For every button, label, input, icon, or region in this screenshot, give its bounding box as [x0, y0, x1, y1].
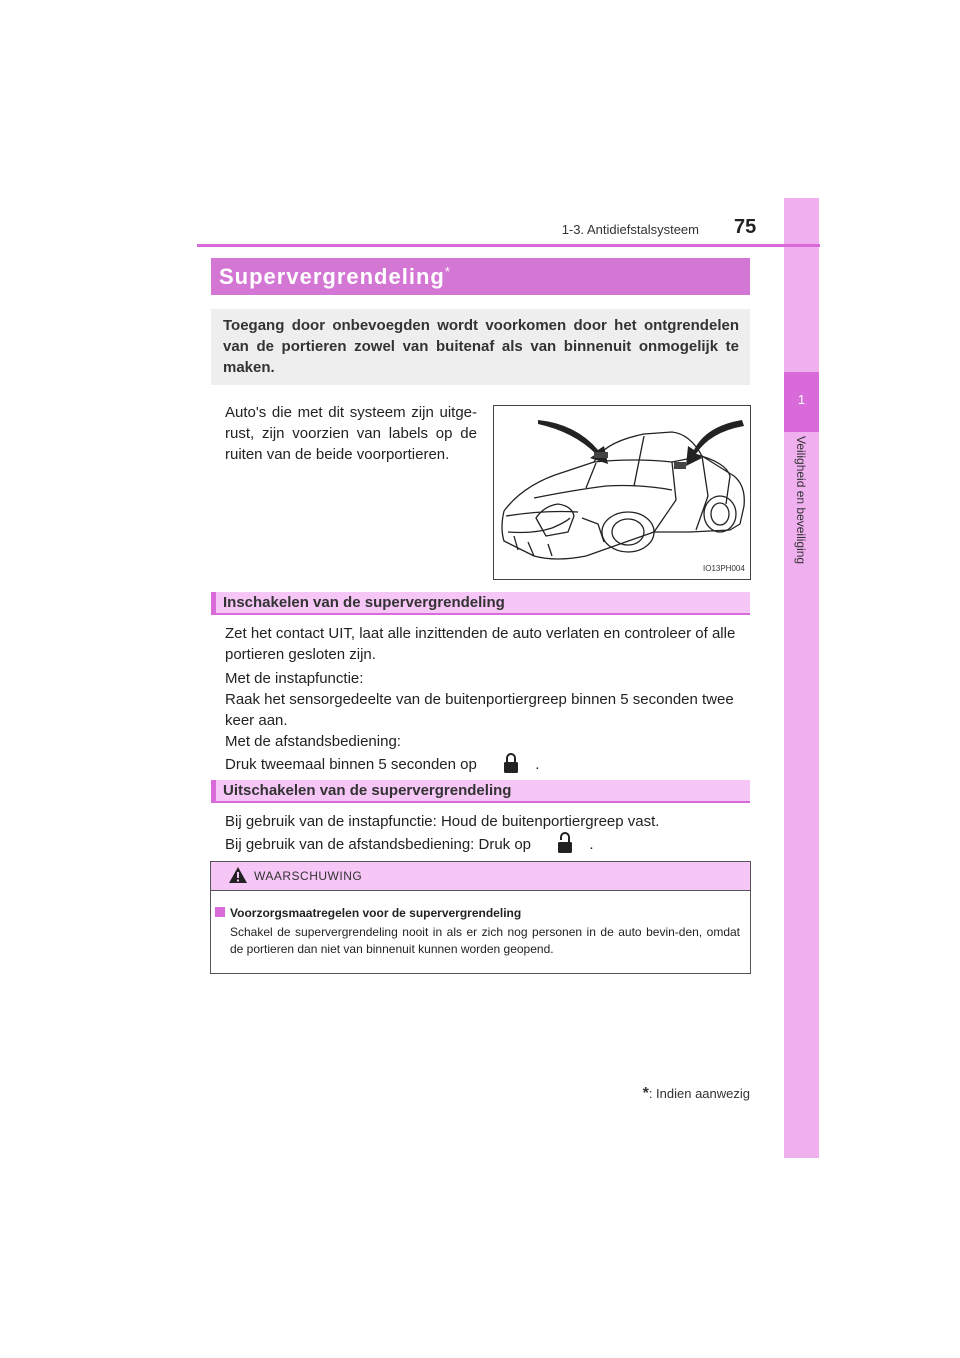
chapter-label-text: Veiligheid en beveiliging [794, 436, 808, 565]
disable-heading: Uitschakelen van de supervergrendeling [223, 782, 512, 799]
footnote-text: : Indien aanwezig [648, 1086, 750, 1101]
enable-heading-accent [211, 592, 216, 615]
enable-remote-text: Druk tweemaal binnen 5 seconden op [225, 756, 477, 773]
enable-remote-period: . [535, 756, 540, 773]
warning-item-title: Voorzorgsmaatregelen voor de supervergrendeling [230, 906, 522, 920]
car-drawing [494, 406, 750, 579]
disable-heading-accent [211, 780, 216, 803]
enable-entry-label: Met de instapfunctie: [225, 670, 364, 687]
warning-title: WAARSCHUWING [254, 869, 363, 883]
disable-remote-text: Bij gebruik van de afstandsbediening: Druk op [225, 836, 532, 853]
warning-triangle-icon [228, 866, 248, 884]
enable-remote-line [225, 752, 747, 775]
chapter-side-tab [784, 198, 819, 1158]
title-asterisk: * [444, 264, 451, 279]
page-title [219, 264, 451, 290]
disable-remote-line [225, 832, 747, 855]
section-title: 1-3. Antidiefstalsysteem [561, 222, 699, 237]
lock-closed-icon [503, 752, 519, 774]
figure-code: IO13PH004 [703, 564, 745, 573]
warning-bullet-icon [215, 907, 225, 917]
page-title-text: Supervergrendeling [219, 264, 445, 289]
disable-remote-period: . [589, 836, 594, 853]
chapter-number: 1 [797, 392, 806, 407]
intro-text: Toegang door onbevoegden wordt voorkomen door het ontgrendelen van de portieren zowel van buitenaf als van binnenuit onmogelijk te maken. [223, 317, 739, 376]
footnote [630, 1085, 750, 1103]
footnote-asterisk: * [642, 1085, 649, 1102]
car-illustration [493, 405, 751, 580]
chapter-label [784, 436, 819, 586]
warning-item-body: Schakel de supervergrendeling nooit in als er zich nog personen in de auto bevin-den, omdat de portieren dan niet van binnenuit kunnen worden geopend. [230, 925, 740, 956]
header-rule [197, 244, 820, 247]
label-paragraph: Auto's die met dit systeem zijn uitge-rust, zijn voorzien van labels op de ruiten van de beide voorportieren. [225, 404, 477, 463]
enable-step-1: Zet het contact UIT, laat alle inzittenden de auto verlaten en controleer of alle portieren gesloten zijn. [225, 625, 736, 663]
enable-entry-text: Raak het sensorgedeelte van de buitenportiergreep binnen 5 seconden twee keer aan. [225, 691, 734, 729]
lock-open-icon [557, 832, 573, 854]
disable-entry-line: Bij gebruik van de instapfunctie: Houd de buitenportiergreep vast. [225, 813, 660, 830]
enable-heading: Inschakelen van de supervergrendeling [223, 594, 505, 611]
page-number: 75 [734, 216, 757, 238]
enable-remote-label: Met de afstandsbediening: [225, 733, 401, 750]
